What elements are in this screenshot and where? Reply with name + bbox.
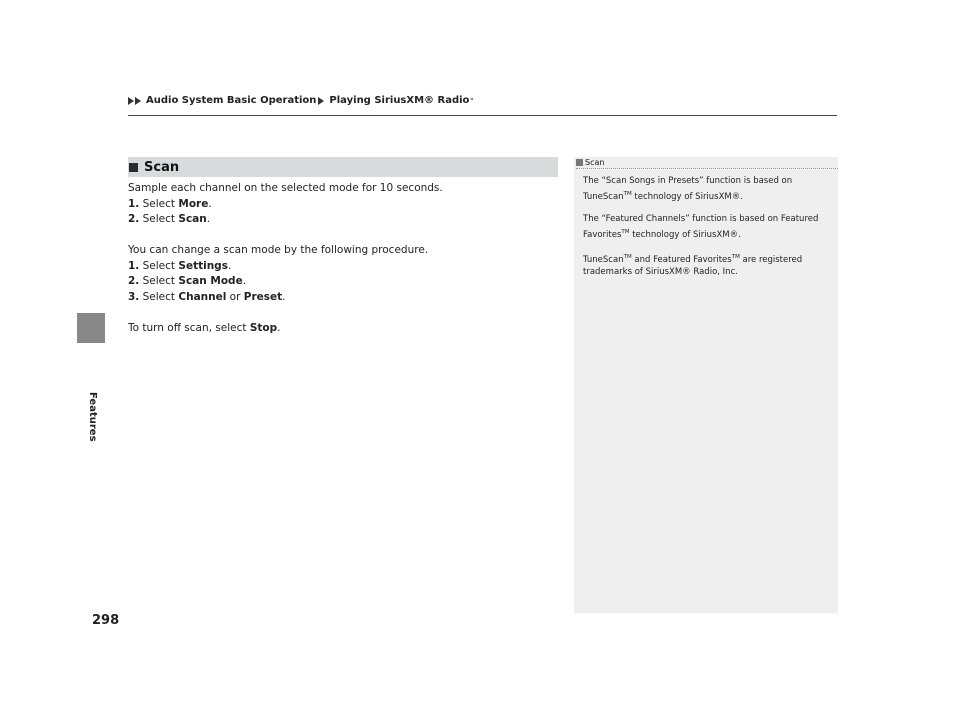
main-body bbox=[128, 181, 558, 336]
section-header bbox=[128, 157, 558, 177]
section-square-icon bbox=[129, 163, 138, 172]
breadcrumb-arrow-icon bbox=[135, 97, 141, 105]
note-paragraph: The “Featured Channels” function is based on Featured Favorites™ technology of SiriusXM®. bbox=[583, 213, 819, 240]
step-item: 3. Select Channel or Preset. bbox=[128, 290, 286, 303]
optional-feature-mark: * bbox=[470, 97, 474, 104]
note-paragraph: TuneScan™ and Featured Favorites™ are registered trademarks of SiriusXM® Radio, Inc. bbox=[583, 253, 803, 278]
note-paragraph: The “Scan Songs in Presets” function is based on TuneScan™ technology of SiriusXM®. bbox=[583, 176, 793, 202]
note-divider bbox=[576, 168, 838, 169]
procedure-intro-text: You can change a scan mode by the following procedure. bbox=[128, 244, 429, 256]
note-heading-label: Scan bbox=[585, 158, 605, 167]
chapter-tab bbox=[77, 313, 105, 343]
note-reference-icon bbox=[576, 159, 583, 166]
breadcrumb-item-siriusxm[interactable]: Playing SiriusXM® Radio bbox=[329, 95, 470, 106]
step-item: 1. Select Settings. bbox=[128, 259, 232, 272]
header-divider bbox=[128, 115, 837, 116]
breadcrumb-arrow-icon bbox=[128, 97, 134, 105]
step-item: 2. Select Scan Mode. bbox=[128, 275, 247, 287]
step-item: 1. Select More. bbox=[128, 197, 212, 210]
section-title: Scan bbox=[144, 159, 180, 175]
turn-off-text: To turn off scan, select Stop. bbox=[128, 321, 281, 334]
step-item: 2. Select Scan. bbox=[128, 213, 211, 225]
page-number: 298 bbox=[92, 613, 120, 628]
breadcrumb bbox=[128, 95, 473, 106]
note-heading bbox=[576, 158, 604, 167]
note-body bbox=[583, 175, 831, 288]
intro-text: Sample each channel on the selected mode for 10 seconds. bbox=[128, 182, 443, 194]
breadcrumb-item-audio-system[interactable]: Audio System Basic Operation bbox=[146, 95, 317, 106]
breadcrumb-arrow-icon bbox=[318, 97, 324, 105]
chapter-label: Features bbox=[87, 392, 98, 442]
